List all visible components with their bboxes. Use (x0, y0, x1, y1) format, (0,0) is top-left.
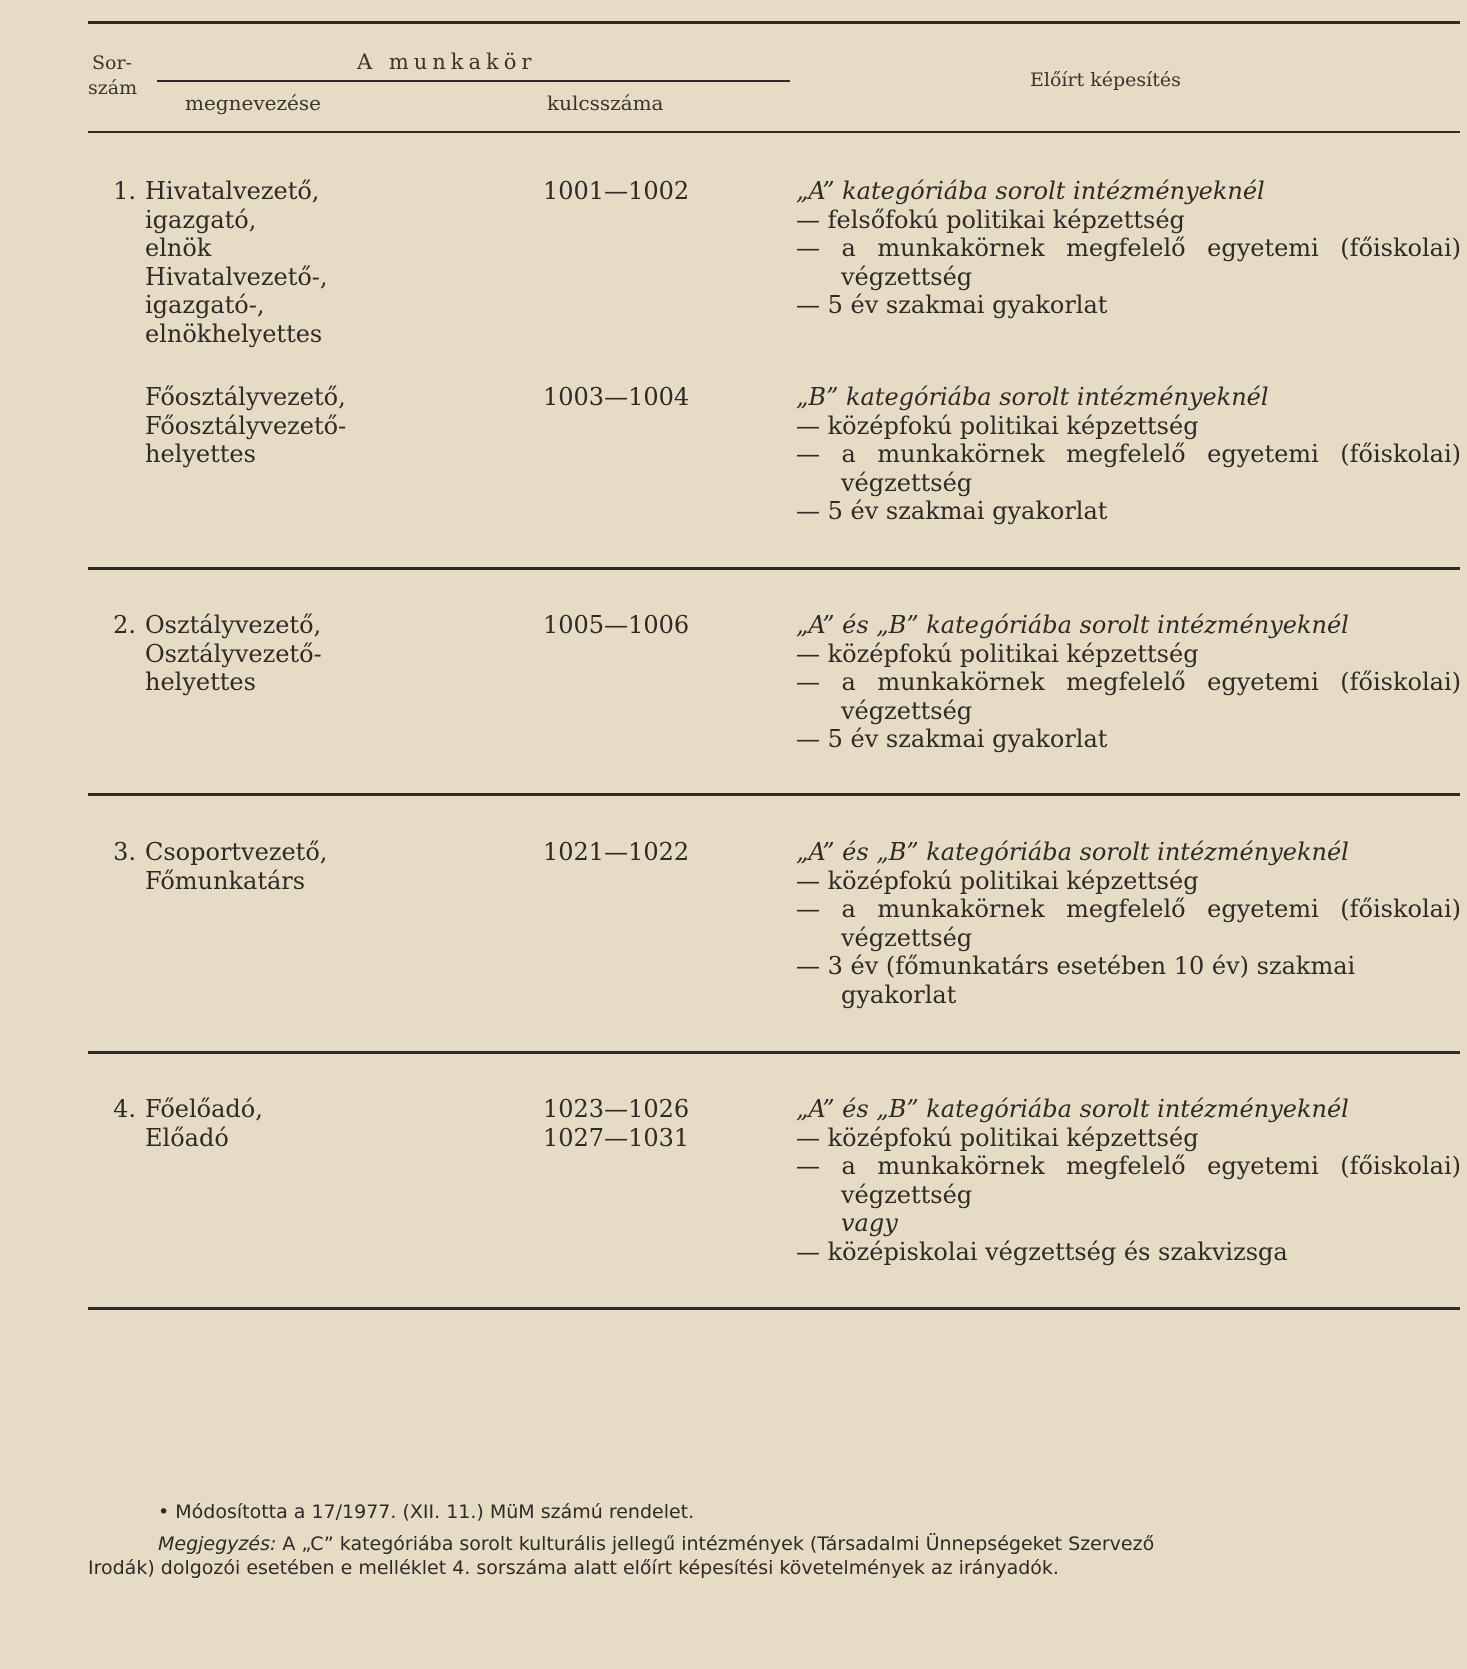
requirement-item: — 5 év szakmai gyakorlat (796, 291, 1108, 319)
requirement-item: — a munkakörnek megfelelő egyetemi (főiskolai) (796, 668, 1461, 696)
job-name: Főosztályvezető, (145, 383, 346, 411)
category-heading: „A” és „B” kategóriába sorolt intézményeknél (796, 1095, 1349, 1123)
requirement-item: — a munkakörnek megfelelő egyetemi (főiskolai) (796, 1152, 1461, 1180)
row-number: 4. (113, 1095, 136, 1123)
requirement-item: — középfokú politikai képzettség (796, 866, 1199, 895)
footnote-text: • Módosította a 17/1977. (XII. 11.) MüM számú rendelet. (158, 1501, 695, 1523)
requirement-item: végzettség (841, 468, 973, 497)
requirement-item: — 3 év (főmunkatárs esetében 10 év) szakmai (796, 952, 1356, 980)
footnote-megjegyzes (88, 1532, 1428, 1580)
job-name: Előadó (145, 1123, 229, 1152)
header-sorszam-2: szám (88, 77, 138, 99)
requirement-item: — felsőfokú politikai képzettség (796, 205, 1185, 234)
row-2-bottom-rule (88, 793, 1460, 796)
job-names (145, 838, 525, 895)
requirement-item: gyakorlat (841, 980, 957, 1009)
requirements (796, 177, 1461, 320)
job-name: igazgató-, (145, 291, 265, 319)
header-megnevezese: megnevezése (185, 91, 321, 115)
requirement-item: — 5 év szakmai gyakorlat (796, 497, 1108, 525)
job-name: Főelőadó, (145, 1095, 263, 1123)
job-name: helyettes (145, 668, 256, 696)
megjegyzes-text-2: Irodák) dolgozói esetében e melléklet 4. sorszáma alatt előírt képesítési követelmények az irányadók. (88, 1557, 1059, 1579)
requirement-item: végzettség (841, 1180, 973, 1209)
key-number: 1023—1026 (543, 1095, 690, 1123)
key-number: 1001—1002 (543, 177, 690, 205)
requirement-item: — középfokú politikai képzettség (796, 411, 1199, 440)
requirements (796, 611, 1461, 754)
requirement-item: — középfokú politikai képzettség (796, 1123, 1199, 1152)
category-heading: „B” kategóriába sorolt intézményeknél (796, 383, 1269, 411)
job-name: Főosztályvezető- (145, 411, 347, 440)
header-munkakor: A munkakör (357, 50, 537, 74)
key-number: 1005—1006 (543, 611, 690, 639)
header-sub-rule (157, 80, 790, 82)
row-number: 1. (113, 177, 136, 205)
job-names (145, 177, 525, 348)
job-name: elnökhelyettes (145, 319, 323, 348)
requirement-item: — 5 év szakmai gyakorlat (796, 725, 1108, 753)
job-name: Főmunkatárs (145, 866, 306, 895)
requirement-item: végzettség (841, 696, 973, 725)
category-heading: „A” és „B” kategóriába sorolt intézményeknél (796, 838, 1349, 866)
job-name: helyettes (145, 440, 256, 468)
row-4-bottom-rule (88, 1307, 1460, 1310)
requirement-item: végzettség (841, 923, 973, 952)
category-heading: „A” és „B” kategóriába sorolt intézményeknél (796, 611, 1349, 639)
job-names (145, 1095, 525, 1152)
key-number: 1027—1031 (543, 1123, 690, 1152)
job-names (145, 611, 525, 697)
header-kepesites: Előírt képesítés (1030, 69, 1181, 91)
requirement-item: — középfokú politikai képzettség (796, 639, 1199, 668)
requirement-item: — a munkakörnek megfelelő egyetemi (főiskolai) (796, 895, 1461, 923)
row-3-bottom-rule (88, 1051, 1460, 1054)
job-name: Hivatalvezető-, (145, 262, 328, 291)
job-name: elnök (145, 234, 212, 262)
key-numbers (543, 1095, 743, 1152)
job-name: Osztályvezető, (145, 611, 322, 639)
requirement-item: — a munkakörnek megfelelő egyetemi (főiskolai) (796, 440, 1461, 468)
header-bottom-rule (88, 131, 1460, 133)
footnote-modositotta (158, 1500, 1467, 1524)
key-number: 1003—1004 (543, 383, 690, 411)
header-sorszam-1: Sor- (92, 52, 132, 74)
job-names (145, 383, 525, 469)
requirements (796, 1095, 1461, 1266)
requirement-item: végzettség (841, 262, 973, 291)
row-number: 2. (113, 611, 136, 639)
job-name: igazgató, (145, 205, 257, 234)
table-top-rule (88, 21, 1460, 24)
requirement-item: vagy (841, 1209, 898, 1237)
category-heading: „A” kategóriába sorolt intézményeknél (796, 177, 1265, 205)
row-number: 3. (113, 838, 136, 866)
requirement-item: — a munkakörnek megfelelő egyetemi (főiskolai) (796, 234, 1461, 262)
job-name: Hivatalvezető, (145, 177, 320, 205)
key-number: 1021—1022 (543, 838, 690, 866)
megjegyzes-text: A „C” kategóriába sorolt kulturális jellegű intézmények (Társadalmi Ünnepségeket Szervező (276, 1533, 1155, 1555)
megjegyzes-label: Megjegyzés: (158, 1533, 277, 1555)
header-kulcsszama: kulcsszáma (547, 91, 664, 115)
requirements (796, 838, 1461, 1009)
requirements (796, 383, 1461, 526)
job-name: Csoportvezető, (145, 838, 328, 866)
requirement-item: — középiskolai végzettség és szakvizsga (796, 1237, 1288, 1266)
job-name: Osztályvezető- (145, 639, 322, 668)
row-1-bottom-rule (88, 567, 1460, 570)
